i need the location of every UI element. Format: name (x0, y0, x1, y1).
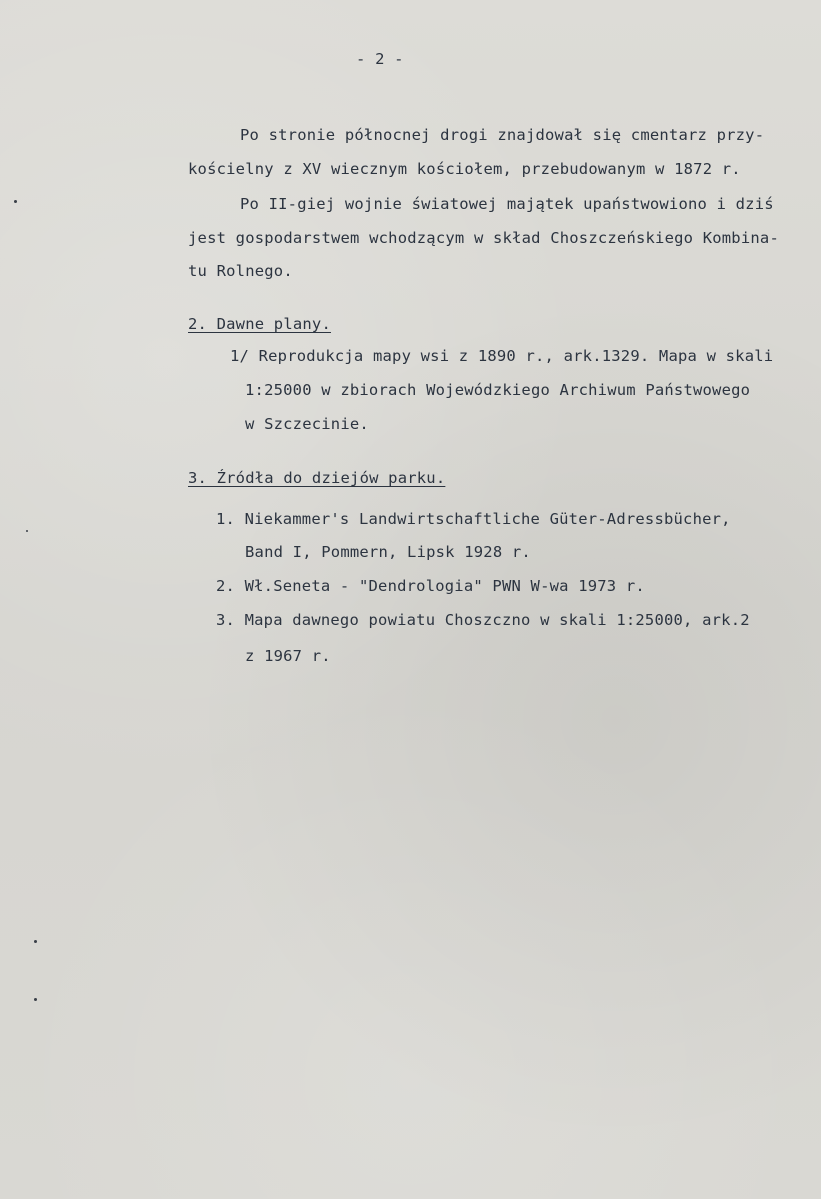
source-item-1-line-2: Band I, Pommern, Lipsk 1928 r. (245, 543, 531, 561)
intro-line-3: Po II-giej wojnie światowej majątek upaństwowiono i dziś (240, 195, 774, 213)
source-item-3-line-2: z 1967 r. (245, 647, 331, 665)
source-item-1-line-1: 1. Niekammer's Landwirtschaftliche Güter-Adressbücher, (216, 510, 731, 528)
paper-speck (14, 200, 17, 203)
intro-line-4: jest gospodarstwem wchodzącym w skład Choszczeńskiego Kombina- (188, 229, 779, 247)
paper-speck (34, 940, 37, 943)
plan-item-1-line-2: 1:25000 w zbiorach Wojewódzkiego Archiwum Państwowego (245, 381, 751, 399)
source-item-3-line-1: 3. Mapa dawnego powiatu Choszczno w skali 1:25000, ark.2 (216, 611, 750, 629)
intro-line-1: Po stronie północnej drogi znajdował się cmentarz przy- (240, 126, 765, 144)
plan-item-1-line-3: w Szczecinie. (245, 415, 369, 433)
source-item-2: 2. Wł.Seneta - "Dendrologia" PWN W-wa 1973 r. (216, 577, 645, 595)
section-heading-zrodla: 3. Źródła do dziejów parku. (188, 469, 446, 487)
paper-speck (26, 530, 28, 532)
page-number: - 2 - (356, 50, 404, 68)
intro-line-5: tu Rolnego. (188, 262, 293, 280)
section-heading-dawne-plany: 2. Dawne plany. (188, 315, 331, 333)
plan-item-1-line-1: 1/ Reprodukcja mapy wsi z 1890 r., ark.1329. Mapa w skali (230, 347, 774, 365)
intro-line-2: kościelny z XV wiecznym kościołem, przebudowanym w 1872 r. (188, 160, 741, 178)
paper-speck (34, 998, 37, 1001)
